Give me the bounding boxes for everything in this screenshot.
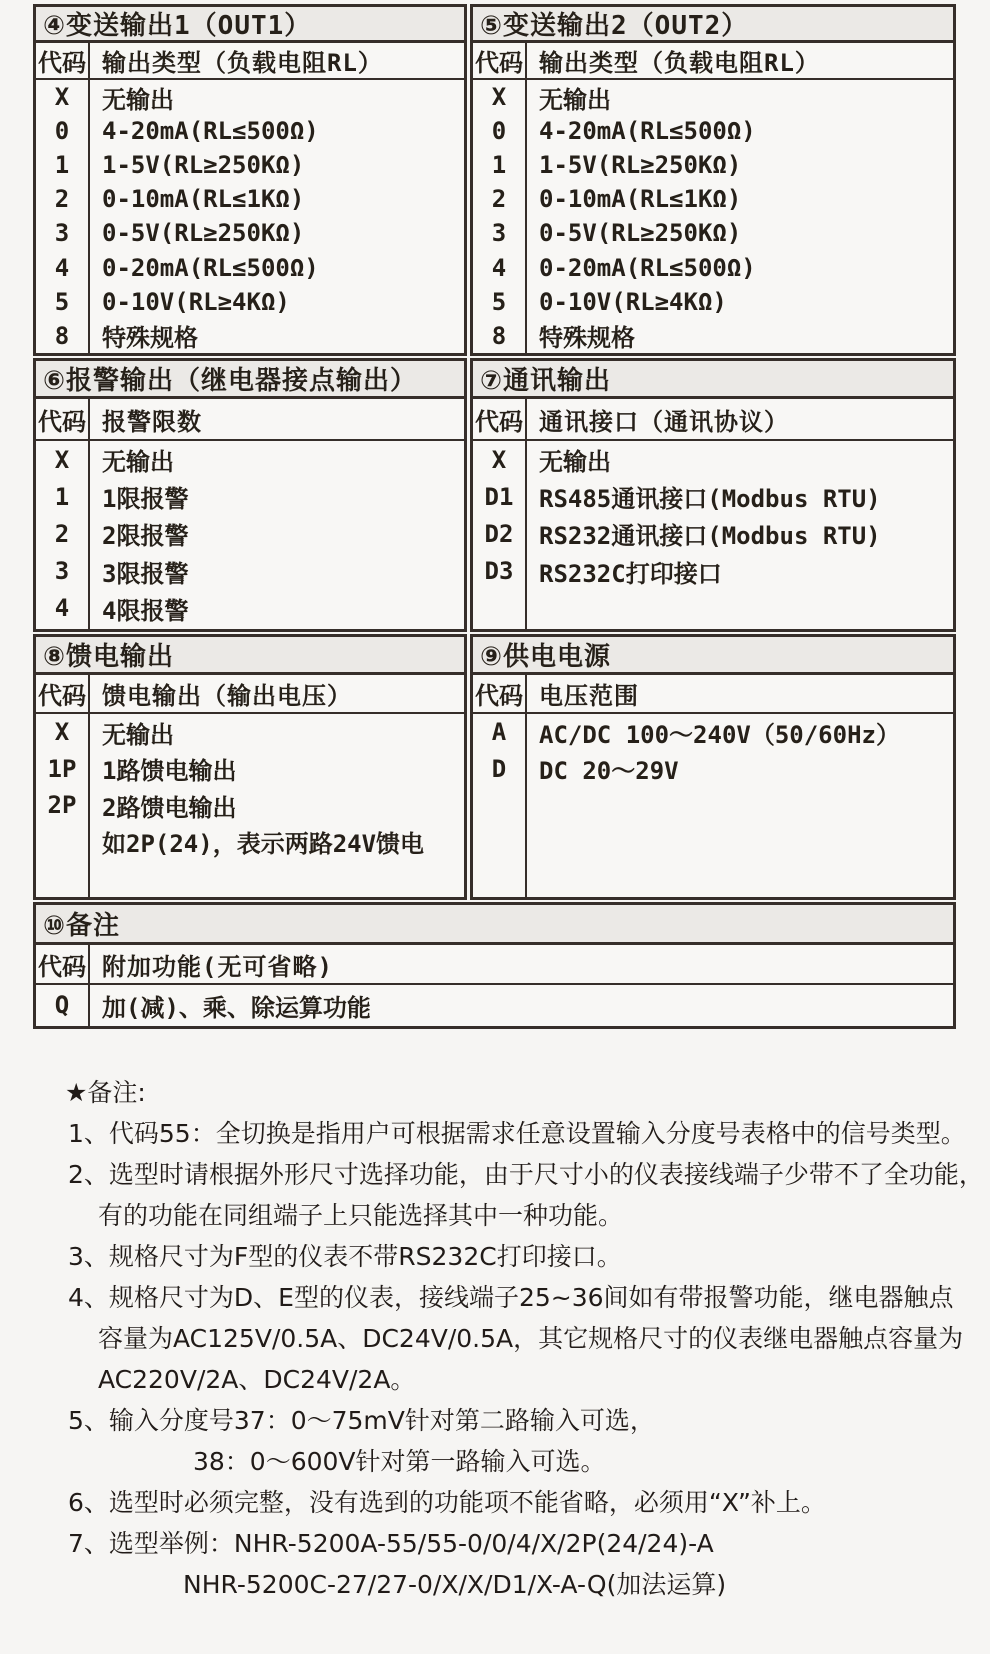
note-line: 6、选型时必须完整，没有选到的功能项不能省略，必须用“X”补上。 xyxy=(68,1488,826,1517)
desc-cell: 0-10V(RL≥4KΩ) xyxy=(539,287,727,316)
note-line: 5、输入分度号37：0～75mV针对第二路输入可选， xyxy=(68,1406,655,1435)
desc-cell: DC 20～29V xyxy=(539,757,679,786)
table-body xyxy=(473,714,953,897)
desc-column xyxy=(90,441,464,629)
spec-table xyxy=(470,634,956,900)
desc-cell: 0-10mA(RL≤1KΩ) xyxy=(539,185,742,214)
code-cell: 4 xyxy=(54,253,70,282)
code-cell: Q xyxy=(54,991,70,1019)
code-cell: 5 xyxy=(54,287,70,316)
table-section xyxy=(33,902,956,1029)
desc-cell: 特殊规格 xyxy=(102,324,198,353)
table-header-row xyxy=(36,399,464,441)
spec-table xyxy=(33,358,467,632)
desc-cell: 0-20mA(RL≤500Ω) xyxy=(102,253,319,282)
note-line: 4、规格尺寸为D、E型的仪表，接线端子25~36间如有带报警功能，继电器触点 xyxy=(68,1283,954,1312)
desc-column xyxy=(90,985,953,1026)
code-column-header: 代码 xyxy=(36,399,90,439)
code-cell: D3 xyxy=(484,557,514,586)
table-body xyxy=(473,80,953,353)
table-title: ⑨供电电源 xyxy=(473,637,953,675)
spec-table xyxy=(470,4,956,356)
desc-column-header: 通讯接口（通讯协议） xyxy=(539,407,789,436)
table-body xyxy=(36,441,464,629)
note-line: 1、代码55：全切换是指用户可根据需求任意设置输入分度号表格中的信号类型。 xyxy=(68,1119,966,1148)
desc-cell: 无输出 xyxy=(102,720,174,749)
table-body xyxy=(36,714,464,897)
table-header-row xyxy=(36,945,953,985)
spec-table xyxy=(33,902,956,1029)
desc-column xyxy=(527,80,953,353)
table-header-row xyxy=(36,675,464,714)
table-header-row xyxy=(473,675,953,714)
code-cell xyxy=(36,824,88,861)
table-section xyxy=(33,358,956,632)
desc-cell: 4-20mA(RL≤500Ω) xyxy=(539,117,756,146)
code-cell: X xyxy=(54,718,70,747)
desc-cell: 无输出 xyxy=(539,448,611,477)
desc-column-header: 附加功能(无可省略) xyxy=(102,952,333,981)
code-column-header: 代码 xyxy=(473,675,527,712)
table-header-row xyxy=(473,399,953,441)
code-column xyxy=(473,80,527,353)
note-line: NHR-5200C-27/27-0/X/X/D1/X-A-Q(加法运算) xyxy=(183,1570,727,1599)
desc-cell: 0-10V(RL≥4KΩ) xyxy=(102,287,290,316)
desc-cell: 4-20mA(RL≤500Ω) xyxy=(102,117,319,146)
code-column xyxy=(36,80,90,353)
note-line: 7、选型举例：NHR-5200A-55/55-0/0/4/X/2P(24/24)-A xyxy=(68,1529,714,1558)
spec-table xyxy=(470,358,956,632)
notes-title: ★备注: xyxy=(65,1078,146,1107)
desc-column-header: 馈电输出（输出电压） xyxy=(102,682,352,710)
code-cell: 0 xyxy=(54,117,70,146)
code-cell: 8 xyxy=(491,321,507,350)
desc-cell: 无输出 xyxy=(539,85,611,114)
code-cell: 4 xyxy=(491,253,507,282)
code-cell: 1 xyxy=(54,151,70,180)
code-column-header: 代码 xyxy=(36,675,90,712)
selection-code-tables xyxy=(33,4,956,1029)
code-column xyxy=(473,714,527,897)
table-section xyxy=(33,4,956,356)
table-header-row xyxy=(36,43,464,80)
code-cell: 2 xyxy=(54,185,70,214)
desc-cell: 2限报警 xyxy=(102,522,189,551)
code-cell: 2P xyxy=(47,791,77,820)
note-line: 38：0～600V针对第一路输入可选。 xyxy=(193,1447,606,1476)
desc-cell: 1-5V(RL≥250KΩ) xyxy=(102,151,305,180)
desc-cell: RS485通讯接口(Modbus RTU) xyxy=(539,485,881,514)
code-column xyxy=(36,985,90,1026)
code-column xyxy=(473,441,527,629)
table-title: ⑥报警输出（继电器接点输出） xyxy=(36,361,464,399)
desc-cell: 2路馈电输出 xyxy=(102,793,237,822)
desc-column-header: 报警限数 xyxy=(102,407,202,436)
desc-cell: 无输出 xyxy=(102,448,174,477)
desc-cell: RS232C打印接口 xyxy=(539,559,722,588)
code-column-header: 代码 xyxy=(36,945,90,983)
desc-column xyxy=(527,441,953,629)
table-title: ⑧馈电输出 xyxy=(36,637,464,675)
desc-column xyxy=(90,714,464,897)
code-cell: 1P xyxy=(47,754,77,783)
code-cell: 3 xyxy=(491,219,507,248)
desc-cell: 0-10mA(RL≤1KΩ) xyxy=(102,185,305,214)
code-cell: 3 xyxy=(54,219,70,248)
desc-cell: 0-5V(RL≥250KΩ) xyxy=(539,219,742,248)
desc-cell: 1路馈电输出 xyxy=(102,757,237,786)
code-cell: 2 xyxy=(491,185,507,214)
code-column-header: 代码 xyxy=(473,399,527,439)
table-title: ⑦通讯输出 xyxy=(473,361,953,399)
code-cell: X xyxy=(491,83,507,112)
desc-cell: 0-5V(RL≥250KΩ) xyxy=(102,219,305,248)
code-column xyxy=(36,714,90,897)
desc-cell: RS232通讯接口(Modbus RTU) xyxy=(539,522,881,551)
code-cell: 1 xyxy=(491,151,507,180)
code-column-header: 代码 xyxy=(473,43,527,78)
note-line: AC220V/2A、DC24V/2A。 xyxy=(98,1365,416,1394)
table-title: ⑩备注 xyxy=(36,905,953,945)
desc-cell: AC/DC 100～240V（50/60Hz） xyxy=(539,720,900,749)
desc-column-header: 输出类型（负载电阻RL） xyxy=(539,49,820,77)
desc-cell: 0-20mA(RL≤500Ω) xyxy=(539,253,756,282)
table-body xyxy=(473,441,953,629)
code-cell: X xyxy=(54,83,70,112)
note-line: 2、选型时请根据外形尺寸选择功能，由于尺寸小的仪表接线端子少带不了全功能， xyxy=(68,1160,984,1189)
desc-cell: 1-5V(RL≥250KΩ) xyxy=(539,151,742,180)
spec-table xyxy=(33,634,467,900)
table-title: ⑤变送输出2（OUT2） xyxy=(473,7,953,43)
notes-section xyxy=(0,1072,990,1605)
code-cell: 2 xyxy=(54,519,70,548)
code-column-header: 代码 xyxy=(36,43,90,78)
desc-cell: 特殊规格 xyxy=(539,324,635,353)
note-line: 容量为AC125V/0.5A、DC24V/0.5A，其它规格尺寸的仪表继电器触点容量为 xyxy=(98,1324,964,1353)
code-cell: X xyxy=(491,445,507,474)
code-cell: D2 xyxy=(484,519,514,548)
code-cell: 8 xyxy=(54,321,70,350)
desc-cell: 加(减)、乘、除运算功能 xyxy=(102,993,371,1022)
code-cell: 3 xyxy=(54,557,70,586)
desc-column-header: 电压范围 xyxy=(539,682,639,710)
desc-column xyxy=(527,714,953,897)
spec-table xyxy=(33,4,467,356)
code-cell: 0 xyxy=(491,117,507,146)
code-column xyxy=(36,441,90,629)
code-cell: 1 xyxy=(54,482,70,511)
code-cell: D1 xyxy=(484,482,514,511)
table-body xyxy=(36,80,464,353)
table-title: ④变送输出1（OUT1） xyxy=(36,7,464,43)
table-section xyxy=(33,634,956,900)
desc-cell: 如2P(24)，表示两路24V馈电 xyxy=(102,830,425,859)
code-cell: 4 xyxy=(54,594,70,623)
desc-cell: 4限报警 xyxy=(102,596,189,625)
code-cell: A xyxy=(491,718,507,747)
desc-column-header: 输出类型（负载电阻RL） xyxy=(102,49,383,77)
note-line: 有的功能在同组端子上只能选择其中一种功能。 xyxy=(98,1201,624,1230)
table-body xyxy=(36,985,953,1026)
table-header-row xyxy=(473,43,953,80)
code-cell: D xyxy=(491,754,507,783)
code-cell: X xyxy=(54,445,70,474)
note-line: 3、规格尺寸为F型的仪表不带RS232C打印接口。 xyxy=(68,1242,622,1271)
desc-cell: 1限报警 xyxy=(102,485,189,514)
desc-cell: 无输出 xyxy=(102,85,174,114)
code-cell: 5 xyxy=(491,287,507,316)
desc-column xyxy=(90,80,464,353)
desc-cell: 3限报警 xyxy=(102,559,189,588)
